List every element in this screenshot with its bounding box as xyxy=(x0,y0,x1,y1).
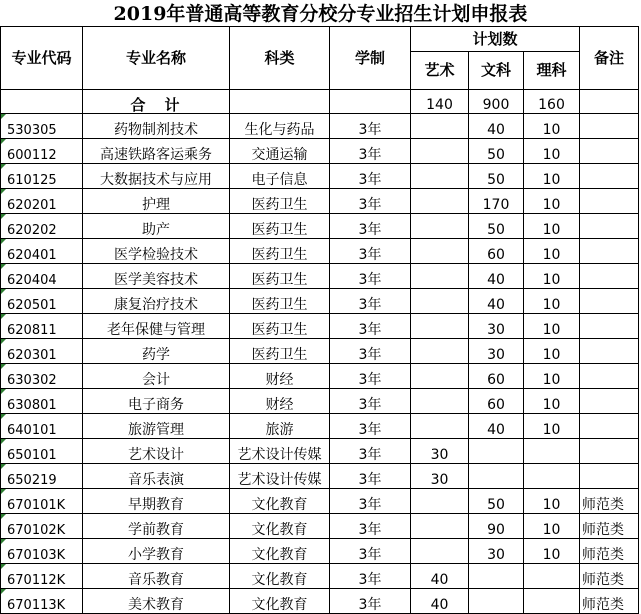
cell-liberal: 60 xyxy=(469,364,524,389)
cell-science: 10 xyxy=(524,514,580,539)
cell-duration: 3年 xyxy=(330,464,411,489)
cell-code: 530305 xyxy=(1,114,83,139)
header-note: 备注 xyxy=(580,27,639,90)
cell-name: 早期教育 xyxy=(83,489,230,514)
cell-category: 医药卫生 xyxy=(230,314,330,339)
header-duration: 学制 xyxy=(330,27,411,90)
header-plan: 计划数 xyxy=(411,27,580,52)
cell-duration: 3年 xyxy=(330,214,411,239)
cell-science: 10 xyxy=(524,214,580,239)
cell-liberal xyxy=(469,439,524,464)
cell-code: 670102K xyxy=(1,514,83,539)
cell-category: 医药卫生 xyxy=(230,189,330,214)
cell-code: 650219 xyxy=(1,464,83,489)
cell-name: 药物制剂技术 xyxy=(83,114,230,139)
cell-note xyxy=(580,339,639,364)
table-row xyxy=(1,414,639,439)
cell-name: 药学 xyxy=(83,339,230,364)
cell-art xyxy=(411,264,469,289)
total-art: 140 xyxy=(411,90,469,114)
cell-note: 师范类 xyxy=(580,589,639,614)
cell-science xyxy=(524,464,580,489)
cell-art: 40 xyxy=(411,564,469,589)
table-row xyxy=(1,339,639,364)
cell-art xyxy=(411,514,469,539)
cell-liberal: 60 xyxy=(469,389,524,414)
cell-category: 旅游 xyxy=(230,414,330,439)
cell-science: 10 xyxy=(524,264,580,289)
cell-liberal: 170 xyxy=(469,189,524,214)
cell-science: 10 xyxy=(524,314,580,339)
cell-art xyxy=(411,489,469,514)
cell-liberal: 50 xyxy=(469,139,524,164)
table-row xyxy=(1,589,639,614)
table-row xyxy=(1,464,639,489)
header-science: 理科 xyxy=(524,52,580,90)
cell-art xyxy=(411,139,469,164)
cell-science: 10 xyxy=(524,339,580,364)
cell-art xyxy=(411,164,469,189)
cell-code: 650101 xyxy=(1,439,83,464)
cell-liberal xyxy=(469,564,524,589)
cell-duration: 3年 xyxy=(330,364,411,389)
cell-name: 艺术设计 xyxy=(83,439,230,464)
cell-category: 医药卫生 xyxy=(230,339,330,364)
cell-duration: 3年 xyxy=(330,139,411,164)
total-liberal: 900 xyxy=(469,90,524,114)
cell-liberal: 30 xyxy=(469,314,524,339)
cell-science: 10 xyxy=(524,139,580,164)
cell-name: 电子商务 xyxy=(83,389,230,414)
cell-science: 10 xyxy=(524,364,580,389)
cell-code: 620401 xyxy=(1,239,83,264)
cell-duration: 3年 xyxy=(330,414,411,439)
cell-code: 670112K xyxy=(1,564,83,589)
cell-note xyxy=(580,139,639,164)
cell-liberal: 40 xyxy=(469,114,524,139)
table-row xyxy=(1,439,639,464)
table-row xyxy=(1,314,639,339)
cell-category: 财经 xyxy=(230,389,330,414)
cell-note xyxy=(580,439,639,464)
cell-name: 大数据技术与应用 xyxy=(83,164,230,189)
cell-name: 护理 xyxy=(83,189,230,214)
cell-duration: 3年 xyxy=(330,514,411,539)
cell-code: 630302 xyxy=(1,364,83,389)
cell-science: 10 xyxy=(524,389,580,414)
page-title: 2019年普通高等教育分校分专业招生计划申报表 xyxy=(113,3,528,25)
cell-liberal: 60 xyxy=(469,239,524,264)
cell-name: 旅游管理 xyxy=(83,414,230,439)
cell-liberal: 50 xyxy=(469,164,524,189)
cell-name: 音乐表演 xyxy=(83,464,230,489)
cell-code: 620201 xyxy=(1,189,83,214)
table-row xyxy=(1,364,639,389)
cell-category: 文化教育 xyxy=(230,514,330,539)
cell-note xyxy=(580,314,639,339)
cell-art xyxy=(411,189,469,214)
table-row xyxy=(1,489,639,514)
cell-duration: 3年 xyxy=(330,389,411,414)
table-row xyxy=(1,189,639,214)
cell-code: 620404 xyxy=(1,264,83,289)
cell-note: 师范类 xyxy=(580,489,639,514)
cell-note: 师范类 xyxy=(580,539,639,564)
cell-note xyxy=(580,214,639,239)
cell-liberal: 40 xyxy=(469,264,524,289)
cell-liberal: 30 xyxy=(469,539,524,564)
cell-art xyxy=(411,539,469,564)
cell-liberal xyxy=(469,464,524,489)
cell-art: 40 xyxy=(411,589,469,614)
header-code: 专业代码 xyxy=(1,27,83,90)
cell-code: 670113K xyxy=(1,589,83,614)
cell-name: 助产 xyxy=(83,214,230,239)
cell-note xyxy=(580,164,639,189)
cell-note: 师范类 xyxy=(580,564,639,589)
cell-name: 学前教育 xyxy=(83,514,230,539)
cell-duration: 3年 xyxy=(330,489,411,514)
cell-name: 小学教育 xyxy=(83,539,230,564)
header-row xyxy=(1,27,639,52)
cell-science: 10 xyxy=(524,239,580,264)
cell-duration: 3年 xyxy=(330,164,411,189)
cell-duration: 3年 xyxy=(330,564,411,589)
cell-category: 艺术设计传媒 xyxy=(230,464,330,489)
cell-code: 620301 xyxy=(1,339,83,364)
cell-note xyxy=(580,389,639,414)
cell-category: 文化教育 xyxy=(230,539,330,564)
cell-duration: 3年 xyxy=(330,114,411,139)
cell-art xyxy=(411,289,469,314)
cell-name: 康复治疗技术 xyxy=(83,289,230,314)
cell-name: 美术教育 xyxy=(83,589,230,614)
cell-name: 会计 xyxy=(83,364,230,389)
cell-note: 师范类 xyxy=(580,514,639,539)
table-row xyxy=(1,164,639,189)
table-row xyxy=(1,139,639,164)
cell-category: 文化教育 xyxy=(230,489,330,514)
cell-code: 600112 xyxy=(1,139,83,164)
total-row xyxy=(1,90,639,114)
table-row xyxy=(1,264,639,289)
cell-code: 620202 xyxy=(1,214,83,239)
cell-science: 10 xyxy=(524,189,580,214)
cell-science xyxy=(524,589,580,614)
cell-code: 670103K xyxy=(1,539,83,564)
cell-note xyxy=(580,364,639,389)
cell-note xyxy=(580,289,639,314)
cell-duration: 3年 xyxy=(330,339,411,364)
table-row xyxy=(1,389,639,414)
cell-liberal: 50 xyxy=(469,489,524,514)
cell-duration: 3年 xyxy=(330,539,411,564)
cell-liberal: 90 xyxy=(469,514,524,539)
cell-name: 医学检验技术 xyxy=(83,239,230,264)
enrollment-plan-table xyxy=(0,26,639,614)
cell-duration: 3年 xyxy=(330,264,411,289)
cell-art xyxy=(411,339,469,364)
cell-code: 620811 xyxy=(1,314,83,339)
cell-science: 10 xyxy=(524,489,580,514)
cell-duration: 3年 xyxy=(330,289,411,314)
cell-category: 医药卫生 xyxy=(230,214,330,239)
cell-code: 610125 xyxy=(1,164,83,189)
cell-name: 高速铁路客运乘务 xyxy=(83,139,230,164)
total-empty-category xyxy=(230,90,330,114)
cell-duration: 3年 xyxy=(330,439,411,464)
cell-liberal: 50 xyxy=(469,214,524,239)
cell-note xyxy=(580,239,639,264)
cell-liberal xyxy=(469,589,524,614)
total-empty-code xyxy=(1,90,83,114)
cell-code: 640101 xyxy=(1,414,83,439)
cell-art xyxy=(411,314,469,339)
table-row xyxy=(1,514,639,539)
cell-note xyxy=(580,264,639,289)
table-row xyxy=(1,564,639,589)
cell-art xyxy=(411,414,469,439)
cell-art xyxy=(411,239,469,264)
cell-name: 音乐教育 xyxy=(83,564,230,589)
cell-category: 生化与药品 xyxy=(230,114,330,139)
total-empty-note xyxy=(580,90,639,114)
cell-liberal: 40 xyxy=(469,414,524,439)
cell-note xyxy=(580,114,639,139)
total-empty-duration xyxy=(330,90,411,114)
cell-liberal: 40 xyxy=(469,289,524,314)
cell-science: 10 xyxy=(524,164,580,189)
cell-art xyxy=(411,364,469,389)
table-row xyxy=(1,539,639,564)
cell-science: 10 xyxy=(524,289,580,314)
header-liberal: 文科 xyxy=(469,52,524,90)
cell-category: 医药卫生 xyxy=(230,264,330,289)
total-science: 160 xyxy=(524,90,580,114)
cell-note xyxy=(580,464,639,489)
table-row xyxy=(1,289,639,314)
cell-note xyxy=(580,189,639,214)
cell-art: 30 xyxy=(411,464,469,489)
cell-science: 10 xyxy=(524,414,580,439)
header-art: 艺术 xyxy=(411,52,469,90)
cell-category: 医药卫生 xyxy=(230,239,330,264)
cell-science xyxy=(524,564,580,589)
cell-art xyxy=(411,114,469,139)
cell-category: 文化教育 xyxy=(230,589,330,614)
cell-duration: 3年 xyxy=(330,589,411,614)
cell-category: 交通运输 xyxy=(230,139,330,164)
cell-science xyxy=(524,439,580,464)
cell-note xyxy=(580,414,639,439)
cell-science: 10 xyxy=(524,539,580,564)
cell-category: 艺术设计传媒 xyxy=(230,439,330,464)
cell-category: 财经 xyxy=(230,364,330,389)
cell-name: 老年保健与管理 xyxy=(83,314,230,339)
header-name: 专业名称 xyxy=(83,27,230,90)
cell-duration: 3年 xyxy=(330,189,411,214)
cell-category: 医药卫生 xyxy=(230,289,330,314)
cell-art xyxy=(411,389,469,414)
cell-code: 620501 xyxy=(1,289,83,314)
cell-art xyxy=(411,214,469,239)
header-category: 科类 xyxy=(230,27,330,90)
cell-code: 630801 xyxy=(1,389,83,414)
cell-duration: 3年 xyxy=(330,314,411,339)
cell-art: 30 xyxy=(411,439,469,464)
table-row xyxy=(1,214,639,239)
cell-duration: 3年 xyxy=(330,239,411,264)
cell-category: 电子信息 xyxy=(230,164,330,189)
total-label: 合 计 xyxy=(83,90,230,114)
table-row xyxy=(1,114,639,139)
cell-category: 文化教育 xyxy=(230,564,330,589)
table-row xyxy=(1,239,639,264)
cell-science: 10 xyxy=(524,114,580,139)
cell-liberal: 30 xyxy=(469,339,524,364)
cell-name: 医学美容技术 xyxy=(83,264,230,289)
cell-code: 670101K xyxy=(1,489,83,514)
